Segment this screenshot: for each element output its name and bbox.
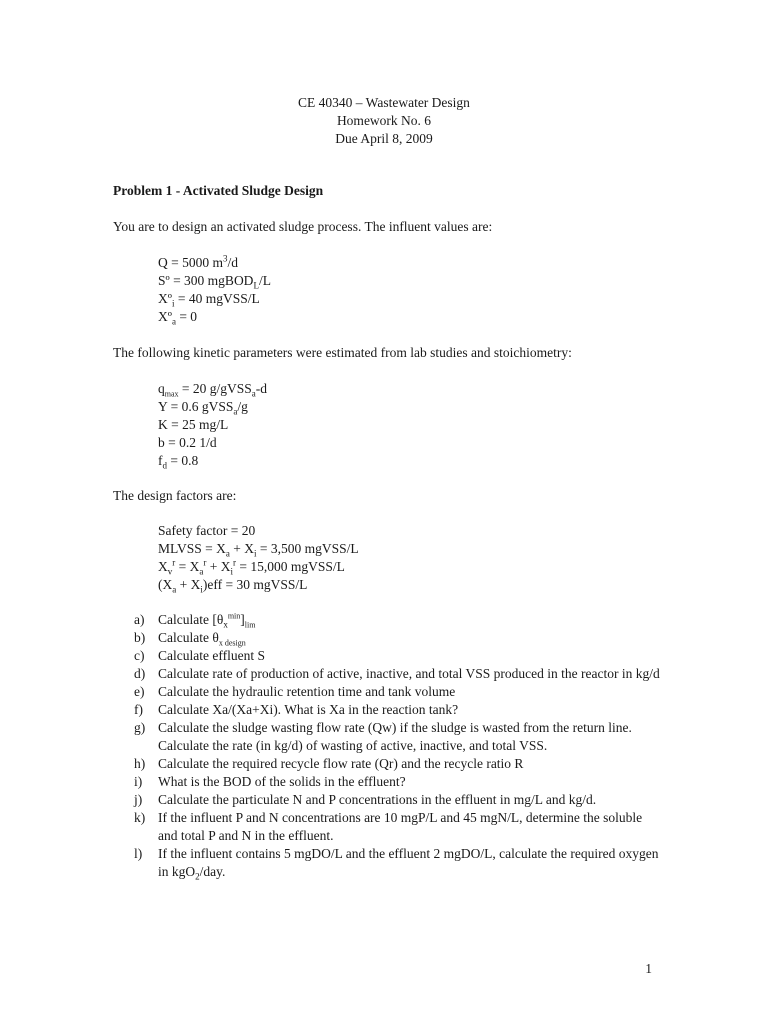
question-g — [134, 719, 664, 755]
homework-number: Homework No. 6 — [336, 113, 432, 128]
influent-flow-unit: /d — [227, 255, 239, 270]
question-j-label: j) — [134, 792, 143, 807]
design-mlvss-mid: + X — [229, 541, 255, 556]
influent-xa-text: Xº — [158, 309, 172, 324]
question-c-text: Calculate effluent S — [158, 648, 265, 663]
design-safety-factor: Safety factor = 20 — [158, 523, 256, 538]
question-l-label: l) — [134, 846, 143, 861]
question-a-text — [158, 611, 664, 629]
kinetic-fd-symbol: f — [158, 453, 163, 468]
kinetic-qmax-unit: -d — [255, 381, 268, 396]
question-a-sub: x — [223, 619, 228, 630]
intro-block — [113, 218, 673, 236]
kinetic-qmax-value: = 20 g/gVSS — [178, 381, 252, 396]
kinetic-yield — [113, 398, 673, 416]
question-f — [134, 701, 664, 719]
question-b-prefix: Calculate θ — [158, 630, 219, 645]
question-k-text: If the influent P and N concentrations are 10 mgP/L and 45 mgN/L, determine the soluble and total P and N in the effluent. — [158, 810, 643, 843]
problem-heading-block — [113, 182, 673, 200]
question-j-text: Calculate the particulate N and P concentrations in the effluent in mg/L and kg/d. — [158, 792, 597, 807]
kinetic-k: K = 25 mg/L — [158, 417, 229, 432]
design-eff-sub2: i — [200, 584, 203, 595]
influent-substrate-unit: /L — [258, 273, 271, 288]
question-f-text: Calculate Xa/(Xa+Xi). What is Xa in the reaction tank? — [158, 702, 459, 717]
question-h-label: h) — [134, 756, 146, 771]
question-e-label: e) — [134, 684, 145, 699]
kinetic-yield-text: Y = 0.6 gVSS — [158, 399, 234, 414]
design-mlvss-text: MLVSS = X — [158, 541, 226, 556]
influent-xa-value: = 0 — [175, 309, 198, 324]
question-a-sub2: lim — [244, 620, 256, 630]
question-a-suffix: ] — [240, 612, 245, 627]
question-k — [134, 809, 664, 845]
question-d — [134, 665, 664, 683]
question-k-label: k) — [134, 810, 146, 825]
question-c — [134, 647, 664, 665]
influent-values — [113, 254, 673, 326]
influent-xi-value: = 40 mgVSS/L — [174, 291, 260, 306]
design-factors — [113, 522, 673, 594]
kinetic-yield-unit: /g — [237, 399, 248, 414]
design-xr-sup: r — [172, 557, 176, 568]
kinetic-fd-value: = 0.8 — [167, 453, 199, 468]
kinetic-fd-sub: d — [162, 460, 167, 471]
question-a-prefix: Calculate [θ — [158, 612, 224, 627]
question-list — [134, 611, 664, 881]
kinetic-intro-text: The following kinetic parameters were estimated from lab studies and stoichiometry: — [113, 345, 572, 360]
question-h — [134, 755, 664, 773]
course-title: CE 40340 – Wastewater Design — [298, 95, 470, 110]
design-xr-value: = 15,000 mgVSS/L — [236, 559, 345, 574]
document-header — [0, 94, 768, 148]
question-e-text: Calculate the hydraulic retention time and tank volume — [158, 684, 456, 699]
kinetic-qmax-sub: max — [164, 389, 179, 399]
question-l — [134, 845, 664, 881]
question-l-prefix: If the influent contains 5 mgDO/L and the effluent 2 mgDO/L, calculate the required oxygen in kgO — [158, 846, 659, 879]
question-b-text — [158, 629, 664, 647]
question-g-text: Calculate the sludge wasting flow rate (Qw) if the sludge is wasted from the return line. Calculate the rate (in kg/d) of wasting of active, inactive, and total VSS. — [158, 720, 632, 753]
influent-substrate — [113, 272, 673, 290]
question-d-label: d) — [134, 666, 146, 681]
design-eff-text: (X — [158, 577, 173, 592]
design-xr-sub2: a — [199, 566, 204, 577]
question-a-sup: min — [227, 611, 241, 621]
design-eff-sub1: a — [172, 584, 177, 595]
design-xr-sub: v — [167, 566, 173, 577]
design-xr-sup3: r — [233, 557, 237, 568]
design-mlvss-sub1: a — [225, 548, 230, 559]
influent-active-biomass — [113, 308, 673, 326]
design-effluent-vss — [113, 576, 673, 594]
design-recycle-vss — [113, 558, 673, 576]
design-xr-mid1: = X — [175, 559, 200, 574]
question-j — [134, 791, 664, 809]
question-l-suffix: /day. — [199, 864, 226, 879]
kinetic-parameters — [113, 380, 673, 470]
question-b — [134, 629, 664, 647]
kinetic-qmax — [113, 380, 673, 398]
influent-inactive-biomass — [113, 290, 673, 308]
influent-flow-sup: 3 — [223, 253, 228, 264]
question-b-sub: x design — [218, 638, 246, 648]
influent-flow-text: Q = 5000 m — [158, 255, 223, 270]
design-intro-text: The design factors are: — [113, 488, 237, 503]
design-mlvss-value: = 3,500 mgVSS/L — [256, 541, 359, 556]
kinetic-b: b = 0.2 1/d — [158, 435, 217, 450]
question-h-text: Calculate the required recycle flow rate (Qr) and the recycle ratio R — [158, 756, 524, 771]
influent-substrate-sub: L — [253, 280, 259, 291]
design-intro-block — [113, 487, 673, 505]
question-l-sub: 2 — [195, 871, 200, 882]
question-g-label: g) — [134, 720, 146, 735]
design-xr-sup2: r — [203, 557, 207, 568]
question-e — [134, 683, 664, 701]
design-xr-mid2: + X — [206, 559, 231, 574]
page-number: 1 — [645, 961, 652, 976]
question-c-label: c) — [134, 648, 145, 663]
question-b-label: b) — [134, 630, 146, 645]
kinetic-fd — [113, 452, 673, 470]
question-i — [134, 773, 664, 791]
influent-flow — [113, 254, 673, 272]
influent-xi-text: Xº — [158, 291, 172, 306]
due-date: Due April 8, 2009 — [335, 131, 433, 146]
kinetic-intro-block — [113, 344, 673, 362]
question-d-text: Calculate rate of production of active, inactive, and total VSS produced in the reactor in kg/d — [158, 666, 660, 681]
question-a-label: a) — [134, 612, 145, 627]
design-xr-text: X — [158, 559, 168, 574]
kinetic-qmax-sub2: a — [251, 388, 256, 399]
question-a — [134, 611, 664, 629]
design-xr-sub3: i — [230, 566, 234, 577]
question-i-label: i) — [134, 774, 143, 789]
influent-xi-sub: i — [171, 298, 175, 309]
question-f-label: f) — [134, 702, 143, 717]
problem-title: Problem 1 - Activated Sludge Design — [113, 183, 324, 198]
kinetic-qmax-symbol: q — [158, 381, 165, 396]
kinetic-yield-sub: a — [233, 406, 238, 417]
question-l-text — [158, 845, 664, 881]
question-i-text: What is the BOD of the solids in the effluent? — [158, 774, 406, 789]
influent-xa-sub: a — [171, 316, 176, 327]
influent-substrate-text: Sº = 300 mgBOD — [158, 273, 254, 288]
design-mlvss-sub2: i — [254, 548, 257, 559]
design-mlvss — [113, 540, 673, 558]
intro-text: You are to design an activated sludge process. The influent values are: — [113, 219, 493, 234]
design-eff-mid: + X — [176, 577, 201, 592]
design-eff-value: )eff = 30 mgVSS/L — [202, 577, 308, 592]
